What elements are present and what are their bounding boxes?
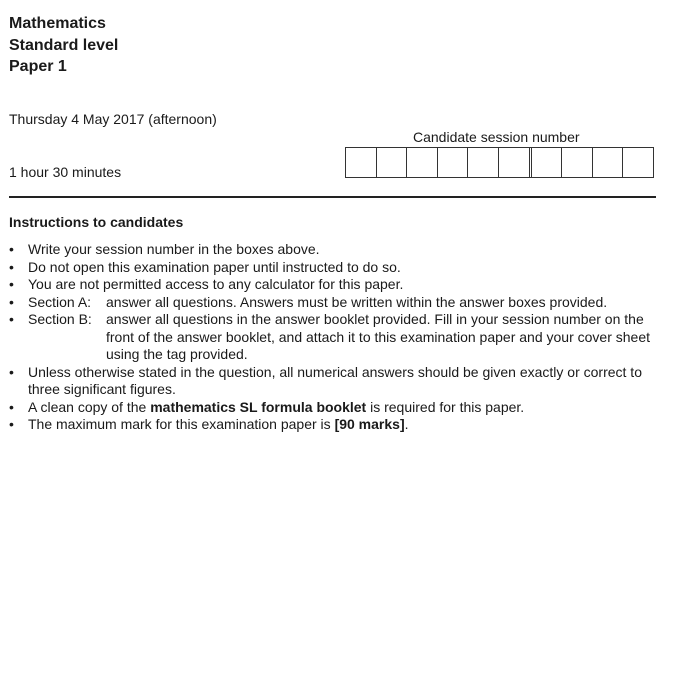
- section-b-label: Section B:: [28, 311, 92, 327]
- instructions-list: [9, 241, 659, 434]
- section-b-text: answer all questions in the answer booklet provided. Fill in your session number on the front of the answer booklet, and attach it to this examination paper and your cover sheet using the tag provided.: [106, 311, 650, 362]
- bullet-icon: •: [9, 311, 14, 327]
- list-item: [9, 259, 659, 277]
- session-box[interactable]: [346, 148, 377, 177]
- booklet-suffix: is required for this paper.: [366, 398, 525, 415]
- formula-booklet-name: mathematics SL formula booklet: [150, 398, 367, 415]
- session-box[interactable]: [623, 148, 653, 177]
- list-item: [9, 241, 659, 259]
- bullet-icon: •: [9, 276, 14, 292]
- session-box[interactable]: [593, 148, 624, 177]
- subject-title: Mathematics: [9, 15, 106, 32]
- session-box[interactable]: [377, 148, 408, 177]
- bullet-icon: •: [9, 416, 14, 432]
- session-box[interactable]: [499, 148, 532, 177]
- list-item: [9, 364, 659, 399]
- session-box[interactable]: [468, 148, 499, 177]
- instruction-text: You are not permitted access to any calculator for this paper.: [28, 276, 404, 292]
- bullet-icon: •: [9, 363, 14, 380]
- section-a-text: answer all questions. Answers must be written within the answer boxes provided.: [106, 293, 608, 310]
- exam-duration: 1 hour 30 minutes: [9, 164, 122, 180]
- max-mark-suffix: .: [404, 416, 409, 432]
- list-item: [9, 416, 659, 434]
- bullet-icon: •: [9, 258, 14, 275]
- paper-title: Paper 1: [9, 58, 67, 75]
- session-box[interactable]: [532, 148, 563, 177]
- max-mark-value: [90 marks]: [334, 416, 405, 432]
- bullet-icon: •: [9, 241, 14, 257]
- rounding-instruction: Unless otherwise stated in the question, all numerical answers should be given exactly or correct to three significant figures.: [28, 363, 642, 397]
- instruction-text: Do not open this examination paper until instructed to do so.: [28, 258, 401, 275]
- session-box[interactable]: [562, 148, 593, 177]
- session-box[interactable]: [438, 148, 469, 177]
- exam-date: Thursday 4 May 2017 (afternoon): [9, 111, 217, 127]
- max-mark-prefix: The maximum mark for this examination paper is: [28, 416, 335, 432]
- list-item: [9, 276, 659, 294]
- instructions-heading: Instructions to candidates: [9, 214, 184, 230]
- bullet-icon: •: [9, 398, 14, 415]
- instruction-text: Write your session number in the boxes above.: [28, 241, 320, 257]
- bullet-icon: •: [9, 293, 14, 310]
- list-item: [9, 399, 659, 417]
- list-item: [9, 311, 659, 364]
- session-number-boxes: [345, 147, 654, 178]
- level-title: Standard level: [9, 36, 119, 54]
- section-a-label: Section A:: [28, 293, 92, 310]
- exam-title-block: [9, 13, 118, 78]
- session-number-label: Candidate session number: [413, 129, 580, 145]
- booklet-prefix: A clean copy of the: [28, 398, 151, 415]
- header-divider: [9, 196, 656, 198]
- session-box[interactable]: [407, 148, 438, 177]
- list-item: [9, 294, 659, 312]
